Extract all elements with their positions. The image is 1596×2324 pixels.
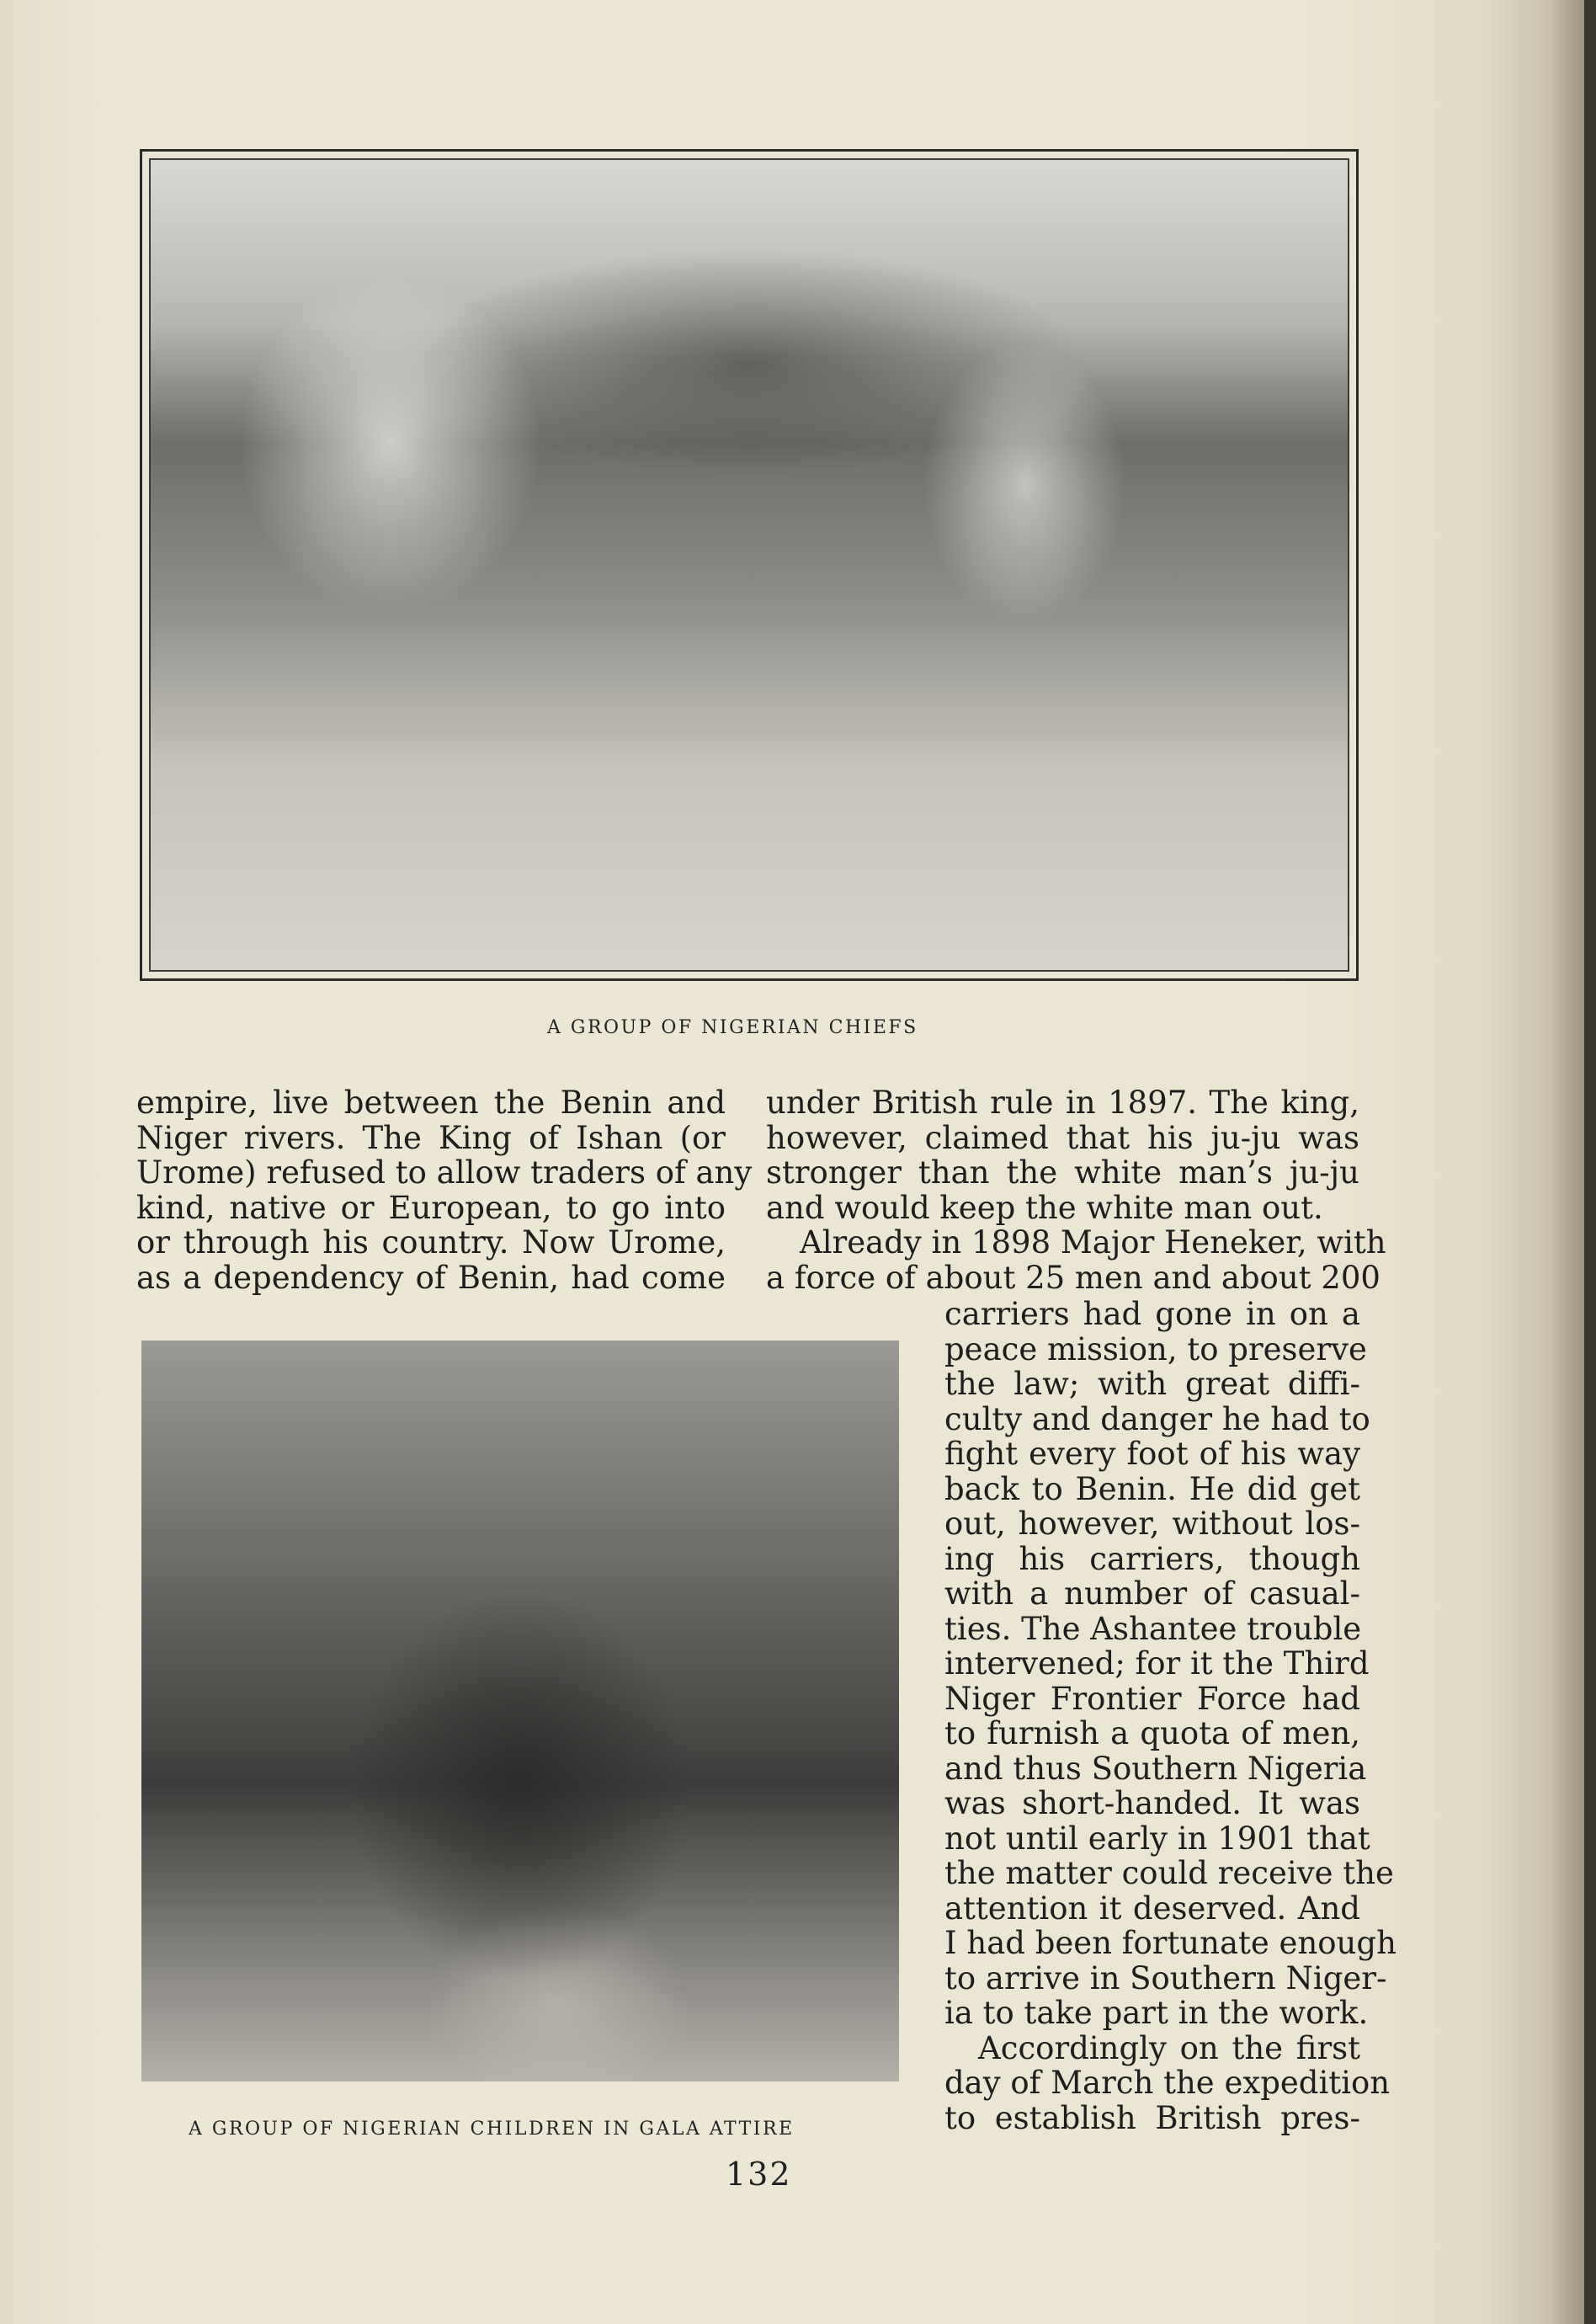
text-line: culty and danger he had to [944, 1400, 1370, 1437]
text-line: not until early in 1901 that [944, 1820, 1370, 1857]
text-line: Already in 1898 Major Heneker, with [800, 1224, 1386, 1261]
right-column-wrap-text [944, 1296, 1396, 2136]
text-line: however, claimed that his ju-ju was [766, 1119, 1359, 1156]
text-line: as a dependency of Benin, had come [136, 1259, 726, 1296]
text-line: stronger than the white man’s ju-ju [766, 1154, 1359, 1191]
text-line: peace mission, to preserve [944, 1330, 1367, 1367]
text-line: day of March the expedition [944, 2065, 1391, 2101]
text-line: ing his carriers, though [944, 1540, 1360, 1577]
right-column-top-text [766, 1085, 1386, 1296]
book-edge [1584, 0, 1596, 2324]
text-line: Niger rivers. The King of Ishan (or [136, 1119, 726, 1156]
left-column-text [136, 1085, 753, 1296]
text-line: to arrive in Southern Niger- [944, 1959, 1387, 1996]
bottom-photo-caption: A GROUP OF NIGERIAN CHILDREN IN GALA ATTIRE [189, 2119, 795, 2140]
text-line: Urome) refused to allow traders of any [136, 1154, 753, 1191]
text-line: was short-handed. It was [944, 1785, 1360, 1821]
text-line: fight every foot of his way [944, 1436, 1360, 1472]
text-line: and would keep the white man out. [766, 1189, 1323, 1226]
text-line: attention it deserved. And [944, 1890, 1360, 1927]
text-line: under British rule in 1897. The king, [766, 1085, 1359, 1121]
text-line: out, however, without los- [944, 1506, 1360, 1542]
text-line: the law; with great diffi- [944, 1366, 1360, 1402]
nigerian-children-photo [141, 1341, 899, 2081]
page-number: 132 [726, 2156, 792, 2193]
text-line: to furnish a quota of men, [944, 1715, 1360, 1751]
text-line: empire, live between the Benin and [136, 1085, 726, 1121]
text-line: with a number of casual- [944, 1575, 1360, 1612]
photo-image [149, 158, 1349, 972]
text-line: ia to take part in the work. [944, 1995, 1369, 2031]
text-line: to establish British pres- [944, 2099, 1360, 2136]
text-line: kind, native or European, to go into [136, 1189, 726, 1226]
text-line: carriers had gone in on a [944, 1296, 1360, 1332]
top-photo-caption: A GROUP OF NIGERIAN CHIEFS [547, 1017, 918, 1038]
text-line: I had been fortunate enough [944, 1925, 1396, 1961]
text-line: intervened; for it the Third [944, 1645, 1370, 1682]
text-line: back to Benin. He did get [944, 1470, 1360, 1507]
text-line: Accordingly on the first [978, 2029, 1360, 2066]
text-line: or through his country. Now Urome, [136, 1224, 726, 1261]
text-line: a force of about 25 men and about 200 [766, 1259, 1381, 1296]
text-line: the matter could receive the [944, 1855, 1394, 1891]
text-line: Niger Frontier Force had [944, 1680, 1360, 1717]
text-line: and thus Southern Nigeria [944, 1750, 1367, 1787]
text-line: ties. The Ashantee trouble [944, 1610, 1362, 1647]
nigerian-chiefs-photo [140, 149, 1359, 981]
